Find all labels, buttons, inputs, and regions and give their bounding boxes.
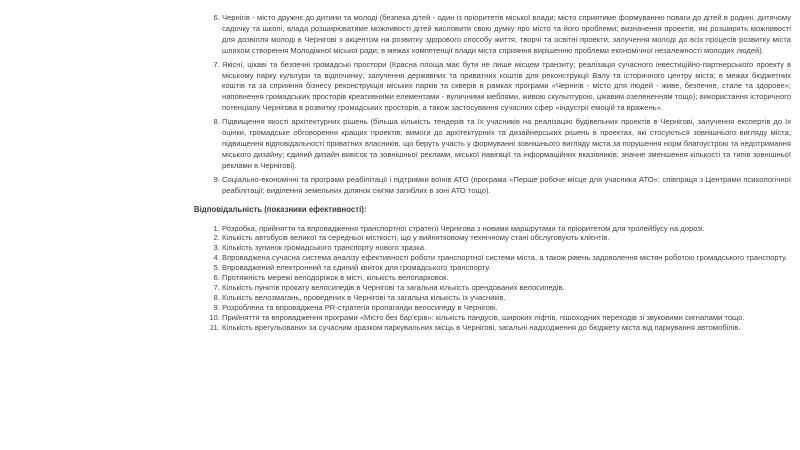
list-item: 10. Прийняття та впровадження програми «Місто без бар'єрів»: кількість пандусів, широких ліфтів, пішоходних переходів зі звуковими сигналами тощо. (222, 313, 791, 322)
list-item: 7. Кількість пунктів прокату велосипедів в Чернігові та загальна кількість орендованих велосипедів. (222, 283, 791, 292)
list-item: 4. Впроваджена сучасна система аналізу ефективності роботи транспортної системи міста, а також рівень задоволення містян роботою громадського транспорту. (222, 253, 791, 262)
list-item: 9. Розроблена та впроваджена PR-стратегія пропаганди велосипеду в Чернігові. (222, 303, 791, 312)
list-item: 9. Соціально-економічні та програми реабілітації і підтримки воїнів АТО (програма «Перше робоче місце для учасника АТО»; співпраця з Центрами психологічної реабілітації; виділення земельних ділянок сім'ям загиблих в зоні АТО тощо). (222, 175, 791, 197)
list-item: 8. Підвищення якості архітектурних рішень (більша кількість тендерів та їх учасників на реалізацію будівельних проектів в Чернігові, залучення експертів до їх оцінки, громадське обговорення кращих проектів; вимоги до архітектурних та дизайнерських рішень в проектах, які стосуються зовнішнього вигляду міста; підвищення відповідальності приватних власників, що беруть участь у формуванні зовнішнього вигляду міста за порушення норм благоустрою та недотримання міського дизайну; єдиний дизайн вивісок та зовнішньої реклами, міської навігації та інформаційних вказівників; значне зменшення кількості та типів зовнішньої реклами в Чернігові). (222, 117, 791, 172)
list-item: 11. Кількість врегульованих за сучасним зразком паркувальних місць в Чернігові, загальні надходження до бюджету міста від паркування автомобілів. (222, 323, 791, 332)
list-item: 1. Розробка, прийняття та впровадження транспортної стратегії Чернігова з новими маршрутами та пріоритетом для тролейбусу на дорозі. (222, 224, 791, 233)
list-item: 5. Впроваджений електронний та єдиний квиток для громадського транспорту. (222, 263, 791, 272)
list-item: 2. Кількість автобусів великої та середньої місткості, що у вийнятковому технічному стані обслуговують клієнтів. (222, 233, 791, 242)
list-item: 6. Протяжність мережі велодоріжок в місті, кількість велопарковок. (222, 273, 791, 282)
city-priorities-list (194, 13, 791, 197)
list-item: 6. Чернігів - місто дружнє до дитини та молоді (безпека дітей - один із пріоритетів міської влади; місто сприятиме формуванню поваги до дітей в родині, дитячому садочку та школі; влада розширюватиме можливості дітей висловити свою думку про місто та його проблеми; визначення проектів, які розширять можливості для дозвілля молоді в Чернігові з акцентом на розвитку здорового способу життя, творчі та освітні проекти; залучення молоді до всіх процесів розвитку міста шляхом створення Молодіжної міської ради; в межах компетенції влади міста сприяння вирішенню проблеми економічної незалежності молодих людей). (222, 13, 791, 57)
responsibility-section-heading: Відповідальність (показники ефективності): (194, 204, 367, 214)
list-item: 3. Кількість зупинок громадського транспорту нового зразка. (222, 243, 791, 252)
effectiveness-indicators-list (194, 224, 791, 332)
list-item: 8. Кількість велозмагань, проведених в Чернігові та загальна кількість їх учасників. (222, 293, 791, 302)
document-content-column (194, 13, 791, 332)
list-item: 7. Якісні, цікаві та безпечні громадські простори (Красна площа має бути не лише місцем транзиту; реалізація сучасного інвестиційно-партнерського проекту в міському парку культури та відпочинку; залучення державних та приватних коштів для реконструкції Валу та історичного центру міста; в межах бюджетних коштів та за сприяння бізнесу реконструкція міських парків та скверів в рамках програми «Чернігів - місто для людей - живе, безпечне, стале та здорове»; наповнення громадських просторів креативними елементами - вуличними меблями, живою скульптурою, цікавим озелененням тощо); використання історичного потенціалу Чернігова в розвитку громадських просторів, а також застосування сучасних сфер «індустрії емоцій та вражень». (222, 60, 791, 115)
